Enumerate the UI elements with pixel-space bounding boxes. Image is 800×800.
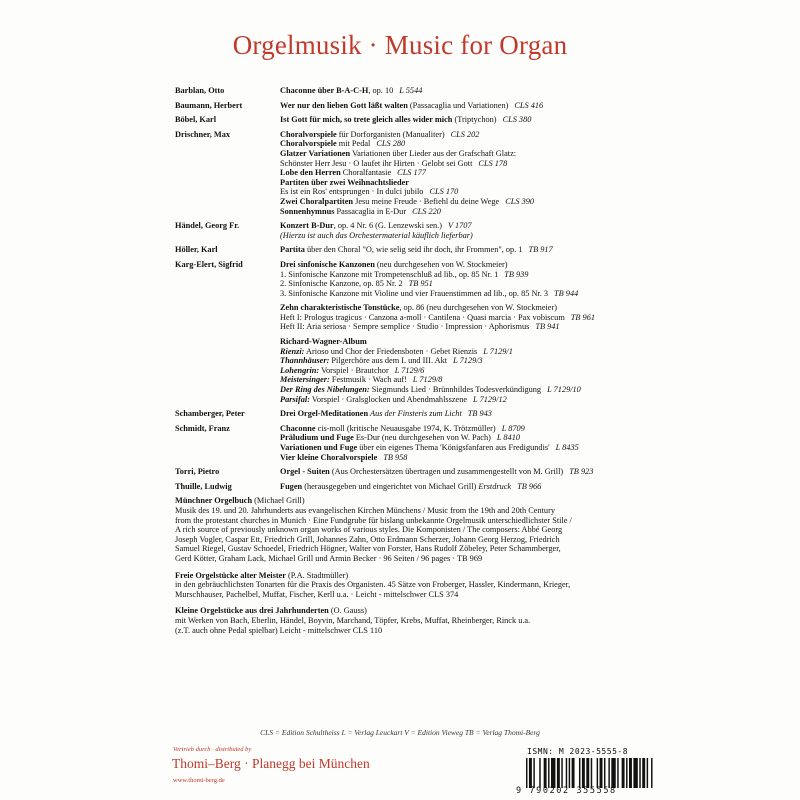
catalog-code: L 7129/1 <box>483 346 513 356</box>
anthology-title: Kleine Orgelstücke aus drei Jahrhunderten <box>175 606 329 616</box>
work-title: Variationen und Fuge <box>280 443 358 452</box>
catalog-code: L 8709 <box>501 423 525 433</box>
work-list <box>280 260 645 404</box>
work-details: Jesu meine Freude · Befiehl du deine Wege <box>353 196 500 206</box>
anthology-heading <box>175 496 645 506</box>
anthology-description: Musik des 19. und 20. Jahrhunderts aus evangelischen Kirchen Münchens / Music from the 19th and 20th Century <box>175 505 555 515</box>
work-details: (neu durchgesehen von W. Stockmeier) <box>374 259 508 269</box>
barcode-bar <box>551 758 555 788</box>
composer-name: Barblan, Otto <box>175 86 225 95</box>
work-title: Ist Gott für mich, so trete gleich alles wider mich <box>280 115 453 125</box>
catalog-code: L 8435 <box>555 443 579 452</box>
barcode-bar <box>651 758 652 788</box>
catalog-entry <box>175 130 645 216</box>
work-line <box>280 115 645 125</box>
work-line <box>280 197 645 207</box>
work-section-title: Thannhäuser: <box>280 356 330 366</box>
work-details: Festmusik · Wach auf! <box>329 375 407 385</box>
work-title: Orgel - Suiten <box>280 467 330 477</box>
work-title: Fugen <box>280 481 303 491</box>
barcode-bar <box>579 758 580 788</box>
work-line <box>280 385 645 395</box>
composer-name: Schamberger, Peter <box>175 409 245 419</box>
work-section-title: Der Ring des Nibelungen: <box>280 385 370 395</box>
work-list <box>280 482 645 492</box>
work-details: Heft II: Aria seriosa · Sempre semplice · Studio · Impression · Aphorismus <box>280 322 530 332</box>
work-line <box>280 375 645 385</box>
work-line <box>280 245 645 255</box>
work-details: für Dorforganisten (Manualiter) <box>336 129 445 139</box>
work-title: Zwei Choralpartiten <box>280 196 354 206</box>
catalog-entry <box>175 115 645 125</box>
barcode-bar <box>600 758 603 788</box>
work-note: Erstdruck <box>476 481 512 491</box>
catalog-code: TB 961 <box>570 312 595 322</box>
barcode-bar <box>629 758 632 788</box>
barcode-bar <box>639 758 640 788</box>
barcode-bar <box>604 758 605 788</box>
anthology-heading <box>175 606 645 616</box>
anthology-editor: (O. Gauss) <box>328 606 367 616</box>
work-details: , op. 86 (neu durchgesehen von W. Stockmeier) <box>399 303 558 313</box>
work-line <box>280 356 645 366</box>
work-title: Richard-Wagner-Album <box>280 337 367 347</box>
work-line <box>280 424 645 434</box>
barcode-bar <box>561 758 562 788</box>
work-line <box>280 433 645 443</box>
catalog-code: L 7129/3 <box>453 356 483 366</box>
work-details: , op. 4 Nr. 6 (G. Lenzewski sen.) <box>333 221 442 231</box>
work-title: Vier kleine Choralvorspiele <box>280 452 378 462</box>
catalog-entry <box>175 409 645 419</box>
barcode-bar <box>626 758 627 788</box>
work-details: mit Pedal <box>336 139 371 149</box>
publisher-name: Thomi–Berg · Planegg bei München <box>172 756 370 771</box>
anthology-description: (z.T. auch ohne Pedal spielbar) Leicht - mittelschwer CLS 110 <box>175 625 383 635</box>
work-title: Partita <box>280 245 305 255</box>
catalog-code: CLS 178 <box>478 158 508 168</box>
catalog-entry <box>175 245 645 255</box>
work-line <box>280 130 645 140</box>
catalog-code: CLS 280 <box>376 139 406 149</box>
work-line <box>280 270 645 280</box>
work-details: , op. 10 <box>368 86 394 95</box>
work-details: Choralfantasie <box>340 168 392 178</box>
catalog-entry <box>175 260 645 404</box>
catalog-entry <box>175 221 645 240</box>
work-list <box>280 115 645 125</box>
work-line <box>280 139 645 149</box>
barcode-bar <box>529 758 532 788</box>
barcode-bar <box>617 758 618 788</box>
ismn-number: ISMN: M 2023-5555-8 <box>527 747 629 756</box>
barcode-bar <box>608 758 609 788</box>
catalog-code: CLS 202 <box>450 129 480 139</box>
catalog-code: L 8410 <box>496 433 521 443</box>
barcode-bar <box>647 758 648 788</box>
work-details: Variationen über Lieder aus der Grafschaft Glatz: <box>350 148 517 158</box>
composer-name: Händel, Georg Fr. <box>175 221 240 231</box>
barcode-bar <box>539 758 540 788</box>
work-details: über ein eigenes Thema 'Königsfanfaren aus Fredigundis' <box>357 443 550 452</box>
anthology-description: Joseph Vogler, Caspar Ett, Friedrich Grill, Johannes Zahn, Otto Erdmann Scherzer, Johann Georg Herzog, Friedrich <box>175 534 560 544</box>
work-title: Chaconne über B-A-C-H <box>280 86 369 95</box>
anthology-description: Samuel Riegel, Gustav Schoedel, Friedrich Högner, Walter von Forster, Hans Rudolf Zöbeley, Peter Schammberger, <box>175 544 561 554</box>
barcode-bar <box>533 758 534 788</box>
work-details: Es-Dur (neu durchgesehen von W. Pach) <box>353 433 491 443</box>
work-line <box>280 467 645 477</box>
work-details: (Passacaglia und Variationen) <box>407 100 509 110</box>
work-list <box>280 424 645 462</box>
barcode-bar <box>566 758 567 788</box>
work-title: Drei sinfonische Kanzonen <box>280 259 375 269</box>
catalog-code: CLS 416 <box>514 100 544 110</box>
page-title: Orgelmusik · Music for Organ <box>232 30 568 60</box>
work-line <box>280 101 645 111</box>
work-title: Glatzer Variationen <box>280 148 351 158</box>
anthology-description: A rich source of previously unknown organ works of various styles. Die Komponisten / The composers: Abbé Georg <box>175 525 563 535</box>
catalog-entry <box>175 101 645 111</box>
catalog-code: CLS 170 <box>429 187 459 197</box>
catalog-entry <box>175 482 645 492</box>
work-line <box>280 337 645 347</box>
work-title: Konzert B-Dur <box>280 221 334 231</box>
catalog-code: CLS 220 <box>412 206 441 216</box>
catalog-code: TB 923 <box>569 467 594 477</box>
work-title: Sonnenhymnus <box>280 206 335 216</box>
catalog-code: L 5544 <box>399 86 423 95</box>
catalog-code: TB 941 <box>535 322 560 332</box>
anthology-editor: (P.A. Stadtmüller) <box>285 570 349 580</box>
work-line <box>280 149 645 159</box>
composer-name: Baumann, Herbert <box>175 100 243 110</box>
work-note: Aus der Finsteris zum Licht <box>368 409 462 419</box>
work-list <box>280 101 645 111</box>
work-line <box>280 159 645 169</box>
work-details: 2. Sinfonische Kanzone, op. 85 Nr. 2 <box>280 279 403 289</box>
work-details: Pilgerchöre aus dem I. und III. Akt <box>329 356 448 366</box>
anthology-description: in den gebräuchlichsten Tonarten für die Praxis des Organisten. 45 Sätze von Froberger, Hassler, Kindermann, Krieger, <box>175 580 571 590</box>
work-section-title: Meistersinger: <box>280 375 330 385</box>
work-title: Choralvorspiele <box>280 129 337 139</box>
work-details: (Aus Orchestersätzen übertragen und zusammengestellt von M. Grill) <box>329 467 564 477</box>
work-line <box>280 187 645 197</box>
barcode-bar <box>569 758 570 788</box>
barcode-bar <box>582 758 585 788</box>
work-title: Präludium und Fuge <box>280 433 354 443</box>
anthology-description: Gerd Kötter, Graham Lack, Michael Grill und Armin Becker · 96 Seiten / 96 pages · TB 969 <box>175 553 483 563</box>
work-section-title: Parsifal: <box>280 394 310 404</box>
work-details: 3. Sinfonische Kanzone mit Violine und vier Frauenstimmen ad lib., op. 85 Nr. 3 <box>280 288 549 298</box>
catalog-code: L 7129/8 <box>412 375 443 385</box>
work-line <box>280 260 645 270</box>
catalog-code: TB 939 <box>504 269 529 279</box>
publisher-url[interactable]: www.thomi-berg.de <box>173 777 225 784</box>
work-list <box>280 221 645 240</box>
work-list <box>280 245 645 255</box>
catalog-code: TB 917 <box>528 245 553 255</box>
work-line <box>280 231 645 241</box>
work-details: Vorspiel · Brautchor <box>319 365 389 375</box>
work-details: Vorspiel · Gralsglocken und Abendmahlsszene <box>309 394 468 404</box>
barcode-bar <box>557 758 560 788</box>
catalog-entry <box>175 424 645 462</box>
distribution-note: Vertrieb durch · distributed by <box>173 746 252 753</box>
catalog-code: L 7129/10 <box>547 385 581 395</box>
work-list <box>280 467 645 477</box>
work-details: Passacaglia in E-Dur <box>334 206 407 216</box>
barcode <box>526 758 654 788</box>
work-line <box>280 443 645 453</box>
work-list <box>280 409 645 419</box>
composer-name: Torri, Pietro <box>175 467 220 477</box>
work-list <box>280 86 645 96</box>
barcode-bar <box>633 758 637 788</box>
composer-name: Drischner, Max <box>175 129 230 139</box>
work-section-title: Lohengrin: <box>280 365 320 375</box>
work-line <box>280 168 645 178</box>
catalog-list <box>175 86 645 642</box>
work-title: Lobe den Herren <box>280 168 341 178</box>
work-title: Partiten über zwei Weihnachtslieder <box>280 177 409 187</box>
barcode-bar <box>597 758 598 788</box>
work-line <box>280 322 645 332</box>
barcode-bar <box>586 758 589 788</box>
work-line <box>280 178 645 188</box>
work-details: (herausgegeben und eingerichtet von Michael Grill) <box>302 481 477 491</box>
catalog-code: TB 951 <box>408 279 433 289</box>
composer-name: Thuille, Ludwig <box>175 481 232 491</box>
work-line <box>280 409 645 419</box>
work-details: Arioso und Chor der Friedensboten · Gebet Rienzis <box>304 346 478 356</box>
work-line <box>280 207 645 217</box>
work-title: Wer nur den lieben Gott läßt walten <box>280 100 408 110</box>
catalog-code: TB 943 <box>467 409 492 419</box>
anthology-heading <box>175 571 645 581</box>
work-title: Choralvorspiele <box>280 139 337 149</box>
barcode-bar <box>526 758 527 788</box>
barcode-bar <box>544 758 547 788</box>
catalog-code: V 1707 <box>447 221 472 231</box>
anthology-editor: (Michael Grill) <box>252 496 305 506</box>
catalog-entry <box>175 467 645 477</box>
anthology-description: Murschhauser, Pachelbel, Muffat, Fischer, Kerll u.a. · Leicht - mittelschwer CLS 374 <box>175 589 459 599</box>
work-line <box>280 347 645 357</box>
work-line <box>280 482 645 492</box>
barcode-bar <box>622 758 625 788</box>
work-line <box>280 86 645 96</box>
barcode-digits: 9 790202 355558 <box>516 786 617 796</box>
catalog-code: L 7129/12 <box>473 394 507 404</box>
barcode-bar <box>548 758 549 788</box>
catalog-code: CLS 390 <box>505 196 535 206</box>
work-details: cis-moll (kritische Neuausgabe 1974, K. Trötzmüller) <box>315 423 496 433</box>
composer-name: Schmidt, Franz <box>175 423 230 433</box>
anthology-description: mit Werken von Bach, Eberlin, Händel, Boyvin, Marchand, Töpfer, Krebs, Muffat, Rheinberger, Rinck u.a. <box>175 615 531 625</box>
barcode-bar <box>591 758 592 788</box>
work-details: Schönster Herr Jesu · O laufet ihr Hirten · Gelobt sei Gott <box>280 158 473 168</box>
anthology-block <box>175 496 645 563</box>
work-title: Zehn charakteristische Tonstücke <box>280 303 400 313</box>
anthology-block <box>175 571 645 600</box>
barcode-bar <box>572 758 575 788</box>
work-details: 1. Sinfonische Kanzone mit Trompetenschluß ad lib., op. 85 Nr. 1 <box>280 269 499 279</box>
barcode-bar <box>611 758 615 788</box>
work-details: über den Choral "O, wie selig seid ihr doch, ihr Frommen", op. 1 <box>304 245 523 255</box>
work-title: Drei Orgel-Meditationen <box>280 409 369 419</box>
composer-name: Karg-Elert, Sigfrid <box>175 259 243 269</box>
anthology-title: Münchner Orgelbuch <box>175 496 253 506</box>
work-line <box>280 313 645 323</box>
catalog-code: CLS 177 <box>397 168 426 178</box>
barcode-bar <box>642 758 645 788</box>
work-line <box>280 221 645 231</box>
work-details: Siegmunds Lied · Brünnhildes Todesverkündigung <box>369 385 542 395</box>
work-details: (Triptychon) <box>452 115 497 125</box>
work-line <box>280 366 645 376</box>
catalog-code: TB 958 <box>383 452 408 462</box>
anthology-block <box>175 606 645 635</box>
work-details: Heft I: Prologus tragicus · Canzona a-moll · Cantilena · Quasi marcia · Pax vobiscum <box>280 312 565 322</box>
publisher-legend: CLS = Edition Schultheiss L = Verlag Leuckart V = Edition Vieweg TB = Verlag Thomi-Berg <box>260 728 540 737</box>
catalog-code: L 7129/6 <box>394 365 425 375</box>
work-line <box>280 453 645 463</box>
work-line <box>280 303 645 313</box>
catalog-code: TB 944 <box>554 288 579 298</box>
work-line <box>280 395 645 405</box>
work-line <box>280 279 645 289</box>
composer-name: Höller, Karl <box>175 245 218 255</box>
work-section-title: Rienzi: <box>280 346 305 356</box>
catalog-code: TB 966 <box>517 481 542 491</box>
anthology-description: from the protestant churches in Munich · Eine Fundgrube für bislang unbekannte Orgelmusik unterschiedlichster Stile / <box>175 515 572 525</box>
catalog-entry <box>175 86 645 96</box>
composer-name: Böbel, Karl <box>175 115 217 125</box>
work-title: Chaconne <box>280 423 316 433</box>
catalog-code: CLS 380 <box>502 115 532 125</box>
work-list <box>280 130 645 216</box>
work-line <box>280 289 645 299</box>
anthology-title: Freie Orgelstücke alter Meister <box>175 570 286 580</box>
work-details: Es ist ein Ros' entsprungen · In dulci jubilo <box>280 187 424 197</box>
work-note: (Hierzu ist auch das Orchestermaterial käuflich lieferbar) <box>280 230 473 240</box>
